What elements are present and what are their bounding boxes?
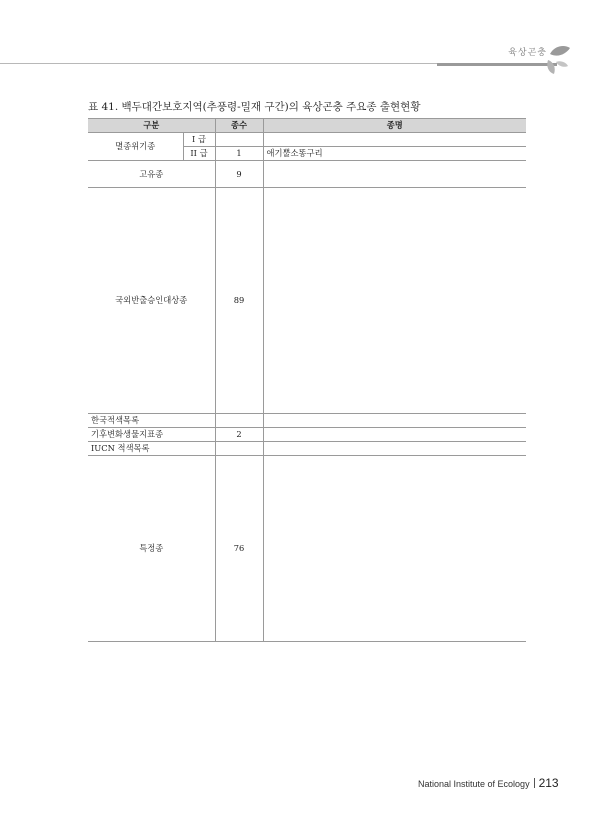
footer-separator: [534, 778, 535, 788]
species-table: [88, 118, 526, 642]
table-row: [88, 414, 526, 428]
header-category: 구분: [88, 119, 215, 133]
row-count: 89: [215, 188, 263, 414]
row-count: [215, 133, 263, 147]
row-label-iucn-redlist: IUCN 적색목록: [88, 442, 215, 456]
row-count: 2: [215, 428, 263, 442]
table-row: [88, 161, 526, 188]
row-species: [263, 428, 526, 442]
table-row: [88, 428, 526, 442]
row-label-export-permit: 국외반출승인대상종: [88, 188, 215, 414]
table-row: [88, 133, 526, 147]
table-row: [88, 188, 526, 414]
header-count: 종수: [215, 119, 263, 133]
page-footer: [418, 776, 559, 790]
row-label-endemic: 고유종: [88, 161, 215, 188]
row-label-climate-indicator: 기후변화생물지표종: [88, 428, 215, 442]
footer-institute: National Institute of Ecology: [418, 779, 530, 789]
table-row: [88, 442, 526, 456]
table-row: [88, 456, 526, 642]
row-count: 9: [215, 161, 263, 188]
row-count: [215, 442, 263, 456]
row-label-korean-redlist: 한국적색목록: [88, 414, 215, 428]
row-label-endangered: 멸종위기종: [88, 133, 183, 161]
row-species: [263, 414, 526, 428]
row-species: [263, 188, 526, 414]
row-label-specific: 특정종: [88, 456, 215, 642]
row-species: [263, 456, 526, 642]
header-tab: [437, 63, 557, 66]
row-species: [263, 133, 526, 147]
row-grade-1: I 급: [183, 133, 215, 147]
running-title: 육상곤충: [508, 48, 547, 58]
row-species: 애기뿔소똥구리: [263, 147, 526, 161]
table-header-row: [88, 119, 526, 133]
header-species: 종명: [263, 119, 526, 133]
row-species: [263, 161, 526, 188]
table-title: 표 41. 백두대간보호지역(추풍령-밀재 구간)의 육상곤충 주요종 출현현황: [88, 101, 421, 113]
page-number: 213: [538, 776, 559, 790]
row-count: 76: [215, 456, 263, 642]
leaf-icon: [542, 40, 576, 76]
row-count: 1: [215, 147, 263, 161]
row-species: [263, 442, 526, 456]
row-count: [215, 414, 263, 428]
row-grade-2: II 급: [183, 147, 215, 161]
